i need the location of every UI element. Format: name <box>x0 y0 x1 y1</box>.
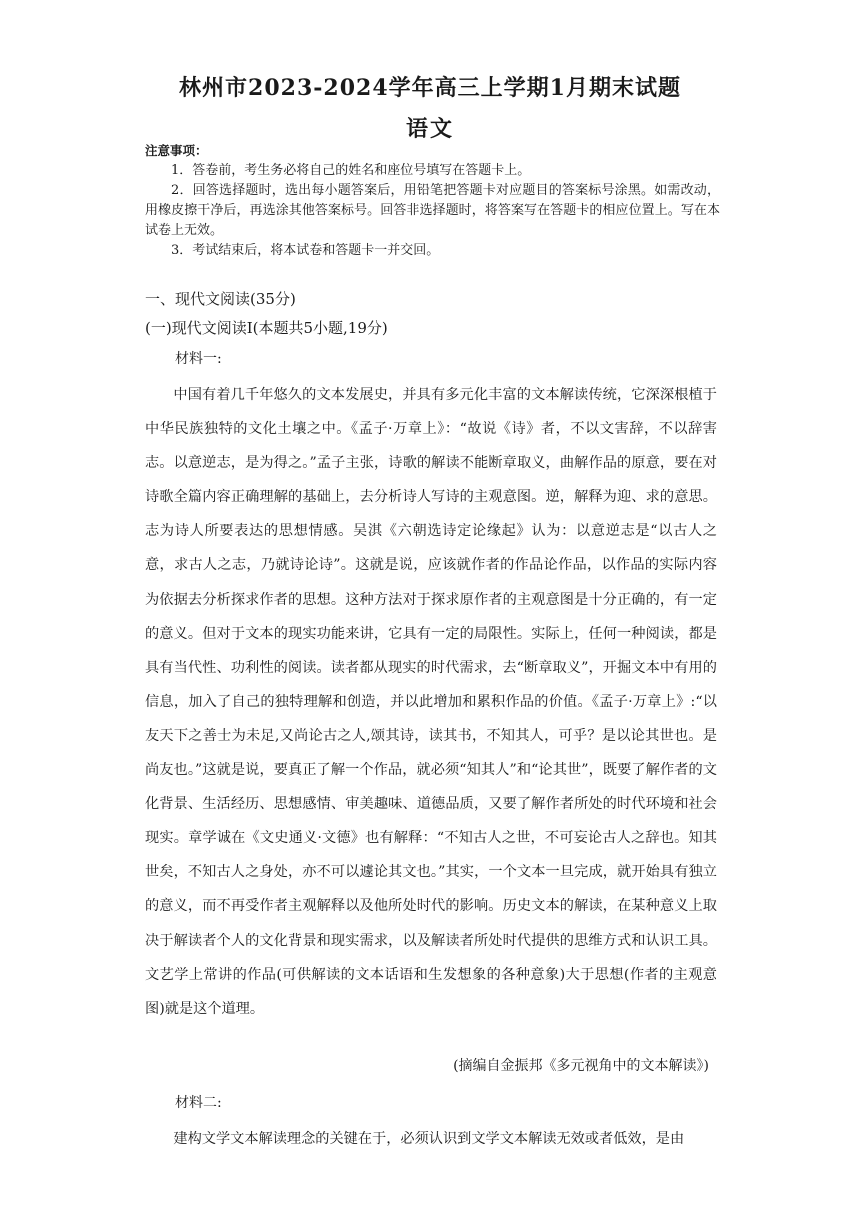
exam-title: 林州市2023-2024学年高三上学期1月期末试题 <box>179 75 681 101</box>
notice-item: 1．答卷前，考生务必将自己的姓名和座位号填写在答题卡上。 <box>171 163 531 178</box>
material-1-source: (摘编自金振邦《多元视角中的文本解读》) <box>453 1058 709 1074</box>
material-1-label: 材料一: <box>175 351 222 367</box>
exam-subject: 语文 <box>405 116 454 142</box>
exam-notice <box>145 141 720 261</box>
section-subheading: (一)现代文阅读Ⅰ(本题共5小题,19分) <box>145 319 388 337</box>
material-1-text: 中国有着几千年悠久的文本发展史，并具有多元化丰富的文本解读传统，它深深根植于中华民族独特的文化土壤之中。《孟子·万章上》：“故说《诗》者，不以文害辞，不以辞害志。以意逆志，是为得之。”孟子主张，诗歌的解读不能断章取义，曲解作品的原意，要在对诗歌全篇内容正确理解的基础上，去分析诗人写诗的主观意图。逆，解释为迎、求的意思。志为诗人所要表达的思想情感。吴淇《六朝选诗定论缘起》认为：以意逆志是“以古人之意，求古人之志，乃就诗论诗”。这就是说，应该就作者的作品论作品，以作品的实际内容为依据去分析探求作者的思想。这种方法对于探求原作者的主观意图是十分正确的，有一定的意义。但对于文本的现实功能来讲，它具有一定的局限性。实际上，任何一种阅读，都是具有当代性、功利性的阅读。读者都从现实的时代需求，去“断章取义”，开掘文本中有用的信息，加入了自己的独特理解和创造，并以此增加和累积作品的价值。《孟子·万章上》:“以友天下之善士为未足,又尚论古之人,颂其诗，读其书，不知其人，可乎？是以论其世也。是尚友也。”这就是说，要真正了解一个作品，就必须“知其人”和“论其世”，既要了解作者的文化背景、生活经历、思想感情、审美趣味、道德品质，又要了解作者所处的时代环境和社会现实。章学诚在《文史通义·文德》也有解释：“不知古人之世，不可妄论古人之辞也。知其世矣，不知古人之身处，亦不可以遽论其文也。”其实，一个文本一旦完成，就开始具有独立的意义，而不再受作者主观解释以及他所处时代的影响。历史文本的解读，在某种意义上取决于解读者个人的文化背景和现实需求，以及解读者所处时代提供的思维方式和认识工具。文艺学上常讲的作品(可供解读的文本话语和生发想象的各种意象)大于思想(作者的主观意图)就是这个道理。 <box>145 387 717 1017</box>
material-2-label: 材料二: <box>175 1095 222 1111</box>
notice-item: 3．考试结束后，将本试卷和答题卡一并交回。 <box>171 243 440 258</box>
material-2-text: 建构文学文本解读理念的关键在于，必须认识到文学文本解读无效或者低效，是由 <box>173 1131 685 1147</box>
notice-item: 2．回答选择题时，选出每小题答案后，用铅笔把答题卡对应题目的答案标号涂黑。如需改动，用橡皮擦干净后，再选涂其他答案标号。回答非选择题时，将答案写在答题卡的相应位置上。写在本试卷上无效。 <box>145 183 720 238</box>
section-heading: 一、现代文阅读(35分) <box>145 290 296 308</box>
notice-heading: 注意事项： <box>145 143 208 158</box>
